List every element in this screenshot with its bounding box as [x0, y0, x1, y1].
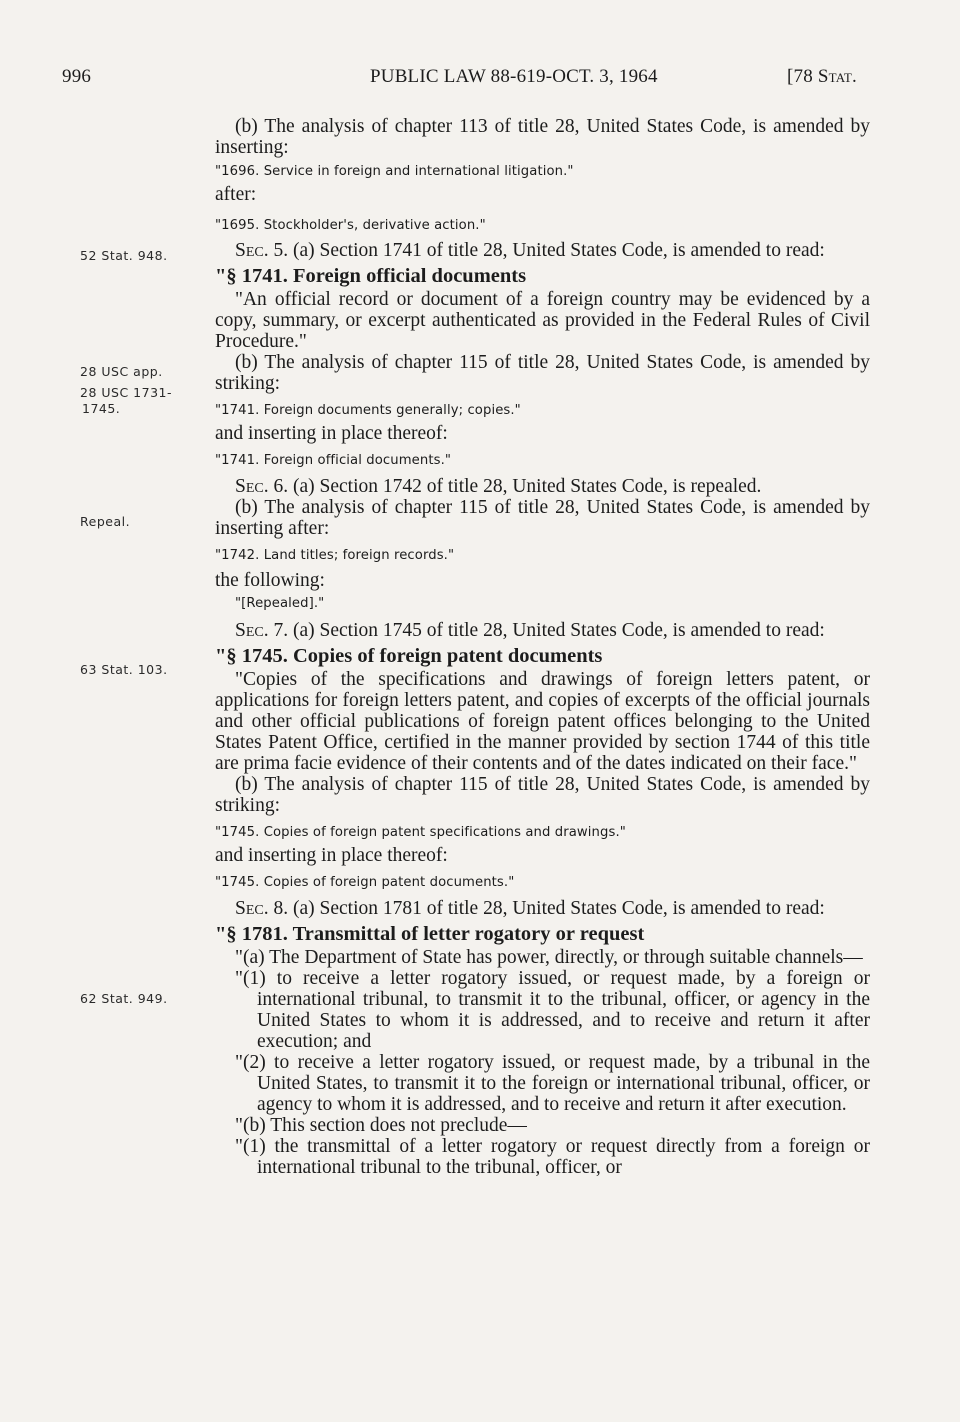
- section-7a: [215, 620, 870, 641]
- section-6a: [215, 476, 870, 497]
- quote-1742: "1742. Land titles; foreign records.": [215, 548, 455, 563]
- section-5a: [215, 240, 870, 261]
- section-7a-text: 7. (a) Section 1745 of title 28, United States Code, is amended to read:: [268, 620, 825, 641]
- quote-1741-old: "1741. Foreign documents generally; copies.": [215, 403, 521, 418]
- quote-1696: "1696. Service in foreign and international litigation.": [215, 164, 574, 179]
- quote-1695: "1695. Stockholder's, derivative action.": [215, 218, 486, 233]
- stat-volume: [787, 66, 857, 88]
- text-1781-b1: "(1) the transmittal of a letter rogatory or request directly from a foreign or international tribunal to the tribunal, officer, or: [235, 1136, 870, 1178]
- quote-repealed: "[Repealed].": [235, 596, 325, 611]
- paragraph-analysis-ch113: (b) The analysis of chapter 113 of title 28, United States Code, is amended by inserting:: [215, 116, 870, 158]
- quote-1745-new: "1745. Copies of foreign patent documents.": [215, 875, 515, 890]
- heading-1781: "§ 1781. Transmittal of letter rogatory or request: [215, 923, 645, 945]
- quote-1741-new: "1741. Foreign official documents.": [215, 453, 452, 468]
- quote-1745-old: "1745. Copies of foreign patent specifications and drawings.": [215, 825, 626, 840]
- page-number: 996: [62, 66, 92, 87]
- margin-note-28-usc-1731: 28 USC 1731-: [80, 385, 172, 400]
- section-5a-text: 5. (a) Section 1741 of title 28, United States Code, is amended to read:: [268, 240, 825, 261]
- margin-note-repeal: Repeal.: [80, 514, 131, 529]
- text-inserting-2: and inserting in place thereof:: [215, 845, 448, 866]
- section-6b: (b) The analysis of chapter 115 of title 28, United States Code, is amended by inserting after:: [215, 497, 870, 539]
- section-6a-text: 6. (a) Section 1742 of title 28, United States Code, is repealed.: [268, 476, 762, 497]
- margin-note-63-stat-103: 63 Stat. 103.: [80, 662, 168, 677]
- text-1741: "An official record or document of a foreign country may be evidenced by a copy, summary, or excerpt authenticated as provided in the Federal Rules of Civil Procedure.": [215, 289, 870, 352]
- stat-prefix: [78: [787, 66, 818, 87]
- section-8a-text: 8. (a) Section 1781 of title 28, United States Code, is amended to read:: [268, 898, 825, 919]
- text-after: after:: [215, 184, 257, 205]
- stat-word: Stat.: [817, 66, 857, 87]
- margin-note-52-stat-948: 52 Stat. 948.: [80, 248, 168, 263]
- heading-1741: "§ 1741. Foreign official documents: [215, 265, 527, 287]
- text-inserting-1: and inserting in place thereof:: [215, 423, 448, 444]
- margin-note-62-stat-949: 62 Stat. 949.: [80, 991, 168, 1006]
- text-1781-a1: "(1) to receive a letter rogatory issued, or request made, by a foreign or international tribunal, to transmit it to the tribunal, officer, or agency in the United States to whom it is addressed, and to receive and return it after execution; and: [235, 968, 870, 1052]
- text-1781-a2: "(2) to receive a letter rogatory issued, or request made, by a tribunal in the United States, to transmit it to the foreign or international tribunal, officer, or agency to whom it is addressed, and to receive and return it after execution.: [235, 1052, 870, 1115]
- section-7b: (b) The analysis of chapter 115 of title 28, United States Code, is amended by striking:: [215, 774, 870, 816]
- section-5b: (b) The analysis of chapter 115 of title 28, United States Code, is amended by striking:: [215, 352, 870, 394]
- sec-label: Sec.: [235, 240, 269, 261]
- running-title: PUBLIC LAW 88-619-OCT. 3, 1964: [370, 66, 658, 87]
- sec-label: Sec.: [235, 476, 269, 497]
- margin-note-28-usc-app: 28 USC app.: [80, 364, 163, 379]
- text-1781-a: "(a) The Department of State has power, directly, or through suitable channels—: [235, 947, 863, 968]
- sec-label: Sec.: [235, 898, 269, 919]
- statute-body: [215, 116, 870, 1178]
- section-8a: [215, 898, 870, 919]
- text-following: the following:: [215, 570, 325, 591]
- margin-note-1745: 1745.: [82, 401, 121, 416]
- text-1781-b: "(b) This section does not preclude—: [235, 1115, 527, 1136]
- heading-1745: "§ 1745. Copies of foreign patent documents: [215, 645, 603, 667]
- sec-label: Sec.: [235, 620, 269, 641]
- text-1745: "Copies of the specifications and drawings of foreign letters patent, or applications for foreign letters patent, and copies of excerpts of the official journals and other official publications of foreign patent offices belonging to the United States Patent Office, certified in the manner provided by section 1744 of this title are prima facie evidence of their contents and of the dates indicated on their face.": [215, 669, 870, 774]
